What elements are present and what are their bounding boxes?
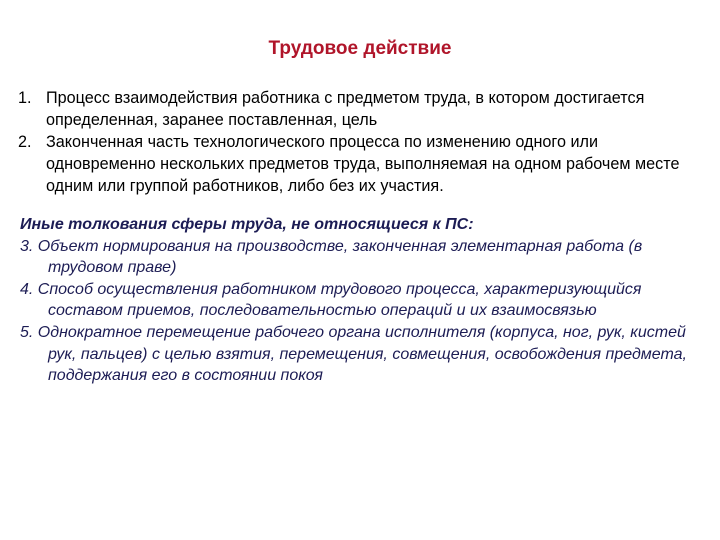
interpretation-item: 3. Объект нормирования на производстве, законченная элементарная работа (в трудовом праве) — [20, 237, 643, 277]
other-interpretations — [20, 214, 712, 387]
definition-text: Процесс взаимодействия работника с предметом труда, в котором достигается определенная, заранее поставленная, цель — [46, 89, 645, 129]
interpretation-item: 5. Однократное перемещение рабочего органа исполнителя (корпуса, ног, рук, кистей рук, пальцев) с целью взятия, перемещения, совмещения, освобождения предмета, поддержания его в состоянии покоя — [20, 323, 687, 385]
definition-number: 1. — [18, 89, 32, 107]
interpretation-item: 4. Способ осуществления работником трудового процесса, характеризующийся составом приемов, последовательностью операций и их взаимосвязью — [20, 280, 642, 320]
definition-item — [18, 87, 708, 131]
other-interpretations-heading: Иные толкования сферы труда, не относящиеся к ПС: — [20, 216, 474, 233]
definition-number: 2. — [18, 133, 32, 151]
definitions-list — [18, 87, 708, 197]
definition-item — [18, 131, 708, 197]
slide-title: Трудовое действие — [268, 38, 452, 59]
definition-text: Законченная часть технологического процесса по изменению одного или одновременно нескольких предметов труда, выполняемая на одном рабочем месте одним или группой работников, либо без их участия. — [46, 133, 680, 195]
